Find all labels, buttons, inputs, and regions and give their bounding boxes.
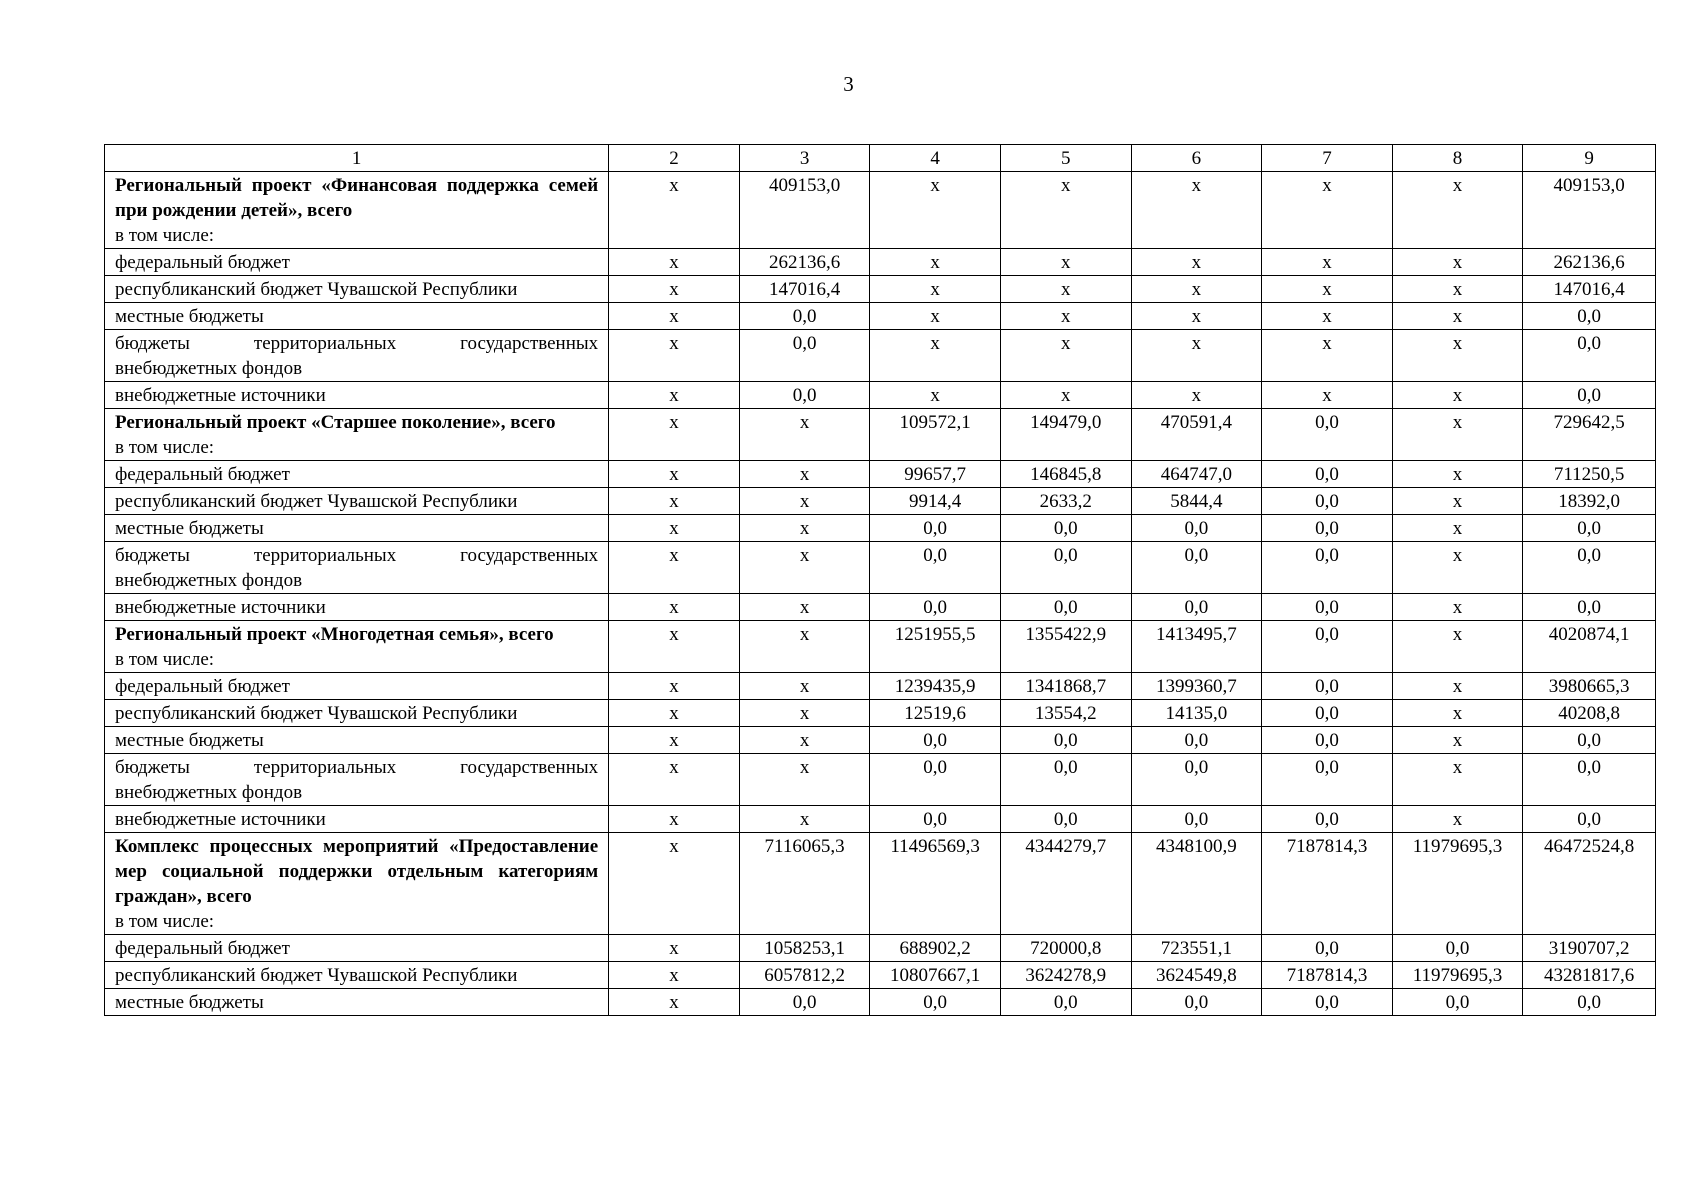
section-name-cell — [105, 172, 609, 249]
source-name-cell — [105, 330, 609, 382]
table-row — [105, 249, 1656, 276]
value-cell-col-9: 262136,6 — [1523, 249, 1656, 276]
source-label: республиканский бюджет Чувашской Республики — [115, 965, 518, 986]
value-cell-col-6: 5844,4 — [1131, 488, 1262, 515]
source-name-cell — [105, 754, 609, 806]
value-cell-col-5: 0,0 — [1000, 727, 1131, 754]
value-cell-col-4: 9914,4 — [870, 488, 1001, 515]
value-cell-col-5: x — [1000, 303, 1131, 330]
table-row — [105, 461, 1656, 488]
value-cell-col-2: x — [609, 249, 740, 276]
value-cell-col-8: x — [1392, 303, 1523, 330]
value-cell-col-8: x — [1392, 409, 1523, 461]
value-cell-col-5: 4344279,7 — [1000, 833, 1131, 935]
source-label: федеральный бюджет — [115, 938, 290, 959]
value-cell-col-2: x — [609, 276, 740, 303]
value-cell-col-7: 0,0 — [1262, 673, 1393, 700]
table-row — [105, 700, 1656, 727]
value-cell-col-5: x — [1000, 172, 1131, 249]
column-header-6: 6 — [1131, 145, 1262, 172]
value-cell-col-6: 4348100,9 — [1131, 833, 1262, 935]
value-cell-col-8: x — [1392, 673, 1523, 700]
source-name-cell — [105, 276, 609, 303]
value-cell-col-9: 3190707,2 — [1523, 935, 1656, 962]
value-cell-col-5: 0,0 — [1000, 594, 1131, 621]
table-row — [105, 989, 1656, 1016]
table-row — [105, 330, 1656, 382]
value-cell-col-9: 409153,0 — [1523, 172, 1656, 249]
source-label: бюджеты территориальных государственных внебюджетных фондов — [115, 757, 599, 803]
value-cell-col-5: x — [1000, 249, 1131, 276]
column-header-1: 1 — [105, 145, 609, 172]
source-name-cell — [105, 488, 609, 515]
source-name-cell — [105, 382, 609, 409]
source-label: республиканский бюджет Чувашской Республики — [115, 491, 518, 512]
value-cell-col-6: x — [1131, 172, 1262, 249]
value-cell-col-6: 0,0 — [1131, 515, 1262, 542]
value-cell-col-6: x — [1131, 330, 1262, 382]
value-cell-col-8: x — [1392, 330, 1523, 382]
section-name-cell — [105, 409, 609, 461]
value-cell-col-4: x — [870, 382, 1001, 409]
value-cell-col-4: x — [870, 276, 1001, 303]
value-cell-col-5: 0,0 — [1000, 515, 1131, 542]
value-cell-col-5: x — [1000, 330, 1131, 382]
column-header-3: 3 — [739, 145, 870, 172]
value-cell-col-5: 720000,8 — [1000, 935, 1131, 962]
value-cell-col-8: x — [1392, 172, 1523, 249]
value-cell-col-3: 7116065,3 — [739, 833, 870, 935]
value-cell-col-2: x — [609, 962, 740, 989]
table-body — [105, 172, 1656, 1016]
value-cell-col-4: 0,0 — [870, 727, 1001, 754]
value-cell-col-9: 3980665,3 — [1523, 673, 1656, 700]
value-cell-col-9: 46472524,8 — [1523, 833, 1656, 935]
table-row — [105, 727, 1656, 754]
source-name-cell — [105, 542, 609, 594]
value-cell-col-5: 0,0 — [1000, 754, 1131, 806]
table-row — [105, 962, 1656, 989]
table-row — [105, 382, 1656, 409]
value-cell-col-2: x — [609, 488, 740, 515]
section-subtitle: в том числе: — [115, 911, 215, 932]
value-cell-col-9: 0,0 — [1523, 806, 1656, 833]
source-label: республиканский бюджет Чувашской Республики — [115, 279, 518, 300]
section-title: Комплекс процессных мероприятий «Предоставление мер социальной поддержки отдельным категориям граждан», всего — [115, 836, 599, 907]
column-header-9: 9 — [1523, 145, 1656, 172]
source-label: местные бюджеты — [115, 518, 264, 539]
source-label: федеральный бюджет — [115, 464, 290, 485]
value-cell-col-8: 11979695,3 — [1392, 833, 1523, 935]
value-cell-col-2: x — [609, 542, 740, 594]
value-cell-col-9: 729642,5 — [1523, 409, 1656, 461]
value-cell-col-8: x — [1392, 382, 1523, 409]
value-cell-col-9: 43281817,6 — [1523, 962, 1656, 989]
value-cell-col-8: 0,0 — [1392, 989, 1523, 1016]
value-cell-col-9: 0,0 — [1523, 727, 1656, 754]
value-cell-col-7: 7187814,3 — [1262, 833, 1393, 935]
source-label: внебюджетные источники — [115, 597, 326, 618]
source-name-cell — [105, 249, 609, 276]
section-name-cell — [105, 621, 609, 673]
value-cell-col-7: 0,0 — [1262, 989, 1393, 1016]
value-cell-col-6: 1413495,7 — [1131, 621, 1262, 673]
value-cell-col-6: 0,0 — [1131, 806, 1262, 833]
value-cell-col-6: 723551,1 — [1131, 935, 1262, 962]
value-cell-col-7: 7187814,3 — [1262, 962, 1393, 989]
value-cell-col-6: x — [1131, 303, 1262, 330]
value-cell-col-6: 0,0 — [1131, 542, 1262, 594]
value-cell-col-3: x — [739, 542, 870, 594]
value-cell-col-2: x — [609, 303, 740, 330]
section-subtitle: в том числе: — [115, 225, 215, 246]
value-cell-col-6: 0,0 — [1131, 989, 1262, 1016]
value-cell-col-2: x — [609, 833, 740, 935]
value-cell-col-3: 409153,0 — [739, 172, 870, 249]
section-title: Региональный проект «Финансовая поддержка семей при рождении детей», всего — [115, 175, 599, 221]
value-cell-col-8: x — [1392, 461, 1523, 488]
table-row — [105, 515, 1656, 542]
table-row — [105, 594, 1656, 621]
value-cell-col-9: 0,0 — [1523, 382, 1656, 409]
value-cell-col-6: x — [1131, 276, 1262, 303]
value-cell-col-4: 11496569,3 — [870, 833, 1001, 935]
value-cell-col-4: 109572,1 — [870, 409, 1001, 461]
value-cell-col-9: 147016,4 — [1523, 276, 1656, 303]
table-row — [105, 754, 1656, 806]
value-cell-col-9: 0,0 — [1523, 330, 1656, 382]
value-cell-col-4: 0,0 — [870, 806, 1001, 833]
value-cell-col-7: 0,0 — [1262, 515, 1393, 542]
value-cell-col-8: x — [1392, 515, 1523, 542]
value-cell-col-2: x — [609, 594, 740, 621]
value-cell-col-7: x — [1262, 276, 1393, 303]
value-cell-col-3: 6057812,2 — [739, 962, 870, 989]
value-cell-col-6: 470591,4 — [1131, 409, 1262, 461]
value-cell-col-3: x — [739, 515, 870, 542]
value-cell-col-4: 0,0 — [870, 515, 1001, 542]
section-row — [105, 621, 1656, 673]
value-cell-col-7: 0,0 — [1262, 542, 1393, 594]
source-name-cell — [105, 673, 609, 700]
source-name-cell — [105, 515, 609, 542]
value-cell-col-3: x — [739, 621, 870, 673]
page-number: 3 — [843, 72, 854, 96]
source-name-cell — [105, 962, 609, 989]
value-cell-col-6: 0,0 — [1131, 594, 1262, 621]
value-cell-col-3: x — [739, 700, 870, 727]
value-cell-col-8: x — [1392, 754, 1523, 806]
value-cell-col-2: x — [609, 515, 740, 542]
value-cell-col-5: 2633,2 — [1000, 488, 1131, 515]
value-cell-col-4: x — [870, 303, 1001, 330]
budget-table — [104, 144, 1656, 1016]
value-cell-col-7: 0,0 — [1262, 621, 1393, 673]
value-cell-col-5: 149479,0 — [1000, 409, 1131, 461]
value-cell-col-2: x — [609, 806, 740, 833]
value-cell-col-2: x — [609, 409, 740, 461]
value-cell-col-4: 99657,7 — [870, 461, 1001, 488]
value-cell-col-9: 0,0 — [1523, 303, 1656, 330]
value-cell-col-7: x — [1262, 330, 1393, 382]
value-cell-col-4: 0,0 — [870, 989, 1001, 1016]
value-cell-col-3: 0,0 — [739, 989, 870, 1016]
source-label: местные бюджеты — [115, 730, 264, 751]
value-cell-col-7: 0,0 — [1262, 754, 1393, 806]
value-cell-col-9: 18392,0 — [1523, 488, 1656, 515]
value-cell-col-7: x — [1262, 172, 1393, 249]
value-cell-col-8: x — [1392, 542, 1523, 594]
value-cell-col-6: 0,0 — [1131, 727, 1262, 754]
value-cell-col-7: 0,0 — [1262, 461, 1393, 488]
value-cell-col-3: 0,0 — [739, 382, 870, 409]
value-cell-col-9: 0,0 — [1523, 989, 1656, 1016]
value-cell-col-4: 1239435,9 — [870, 673, 1001, 700]
value-cell-col-7: 0,0 — [1262, 935, 1393, 962]
source-label: местные бюджеты — [115, 992, 264, 1013]
value-cell-col-3: x — [739, 673, 870, 700]
value-cell-col-4: x — [870, 172, 1001, 249]
source-name-cell — [105, 806, 609, 833]
source-label: местные бюджеты — [115, 306, 264, 327]
value-cell-col-2: x — [609, 935, 740, 962]
table-header-row — [105, 145, 1656, 172]
value-cell-col-4: 0,0 — [870, 594, 1001, 621]
value-cell-col-3: x — [739, 727, 870, 754]
source-label: внебюджетные источники — [115, 809, 326, 830]
section-subtitle: в том числе: — [115, 437, 215, 458]
section-row — [105, 833, 1656, 935]
table-row — [105, 806, 1656, 833]
value-cell-col-7: 0,0 — [1262, 488, 1393, 515]
section-title: Региональный проект «Старшее поколение», всего — [115, 412, 556, 433]
value-cell-col-5: 1355422,9 — [1000, 621, 1131, 673]
value-cell-col-3: x — [739, 594, 870, 621]
column-header-4: 4 — [870, 145, 1001, 172]
value-cell-col-5: 3624278,9 — [1000, 962, 1131, 989]
value-cell-col-8: x — [1392, 806, 1523, 833]
value-cell-col-9: 711250,5 — [1523, 461, 1656, 488]
value-cell-col-5: 1341868,7 — [1000, 673, 1131, 700]
value-cell-col-7: x — [1262, 303, 1393, 330]
value-cell-col-5: 0,0 — [1000, 989, 1131, 1016]
section-subtitle: в том числе: — [115, 649, 215, 670]
section-row — [105, 409, 1656, 461]
value-cell-col-6: 0,0 — [1131, 754, 1262, 806]
value-cell-col-3: x — [739, 806, 870, 833]
source-label: федеральный бюджет — [115, 676, 290, 697]
value-cell-col-5: 0,0 — [1000, 806, 1131, 833]
value-cell-col-7: 0,0 — [1262, 806, 1393, 833]
value-cell-col-7: 0,0 — [1262, 409, 1393, 461]
value-cell-col-3: x — [739, 754, 870, 806]
source-label: внебюджетные источники — [115, 385, 326, 406]
value-cell-col-2: x — [609, 621, 740, 673]
value-cell-col-3: x — [739, 488, 870, 515]
source-label: федеральный бюджет — [115, 252, 290, 273]
table-row — [105, 935, 1656, 962]
value-cell-col-4: 0,0 — [870, 754, 1001, 806]
value-cell-col-4: 688902,2 — [870, 935, 1001, 962]
value-cell-col-4: x — [870, 249, 1001, 276]
value-cell-col-4: x — [870, 330, 1001, 382]
value-cell-col-7: 0,0 — [1262, 594, 1393, 621]
value-cell-col-7: x — [1262, 382, 1393, 409]
value-cell-col-8: x — [1392, 488, 1523, 515]
value-cell-col-2: x — [609, 461, 740, 488]
value-cell-col-8: x — [1392, 700, 1523, 727]
value-cell-col-4: 1251955,5 — [870, 621, 1001, 673]
column-header-8: 8 — [1392, 145, 1523, 172]
value-cell-col-8: 11979695,3 — [1392, 962, 1523, 989]
column-header-7: 7 — [1262, 145, 1393, 172]
value-cell-col-6: 464747,0 — [1131, 461, 1262, 488]
value-cell-col-8: x — [1392, 276, 1523, 303]
section-title: Региональный проект «Многодетная семья», всего — [115, 624, 554, 645]
value-cell-col-5: x — [1000, 276, 1131, 303]
value-cell-col-2: x — [609, 700, 740, 727]
column-header-2: 2 — [609, 145, 740, 172]
value-cell-col-3: x — [739, 409, 870, 461]
value-cell-col-6: x — [1131, 249, 1262, 276]
value-cell-col-6: 14135,0 — [1131, 700, 1262, 727]
source-label: республиканский бюджет Чувашской Республики — [115, 703, 518, 724]
value-cell-col-2: x — [609, 330, 740, 382]
value-cell-col-7: x — [1262, 249, 1393, 276]
value-cell-col-2: x — [609, 754, 740, 806]
value-cell-col-2: x — [609, 382, 740, 409]
value-cell-col-5: 13554,2 — [1000, 700, 1131, 727]
value-cell-col-8: x — [1392, 727, 1523, 754]
value-cell-col-7: 0,0 — [1262, 700, 1393, 727]
value-cell-col-8: x — [1392, 621, 1523, 673]
value-cell-col-8: 0,0 — [1392, 935, 1523, 962]
value-cell-col-3: 0,0 — [739, 303, 870, 330]
table-row — [105, 488, 1656, 515]
value-cell-col-8: x — [1392, 249, 1523, 276]
value-cell-col-4: 10807667,1 — [870, 962, 1001, 989]
value-cell-col-9: 40208,8 — [1523, 700, 1656, 727]
source-name-cell — [105, 303, 609, 330]
table-row — [105, 303, 1656, 330]
value-cell-col-9: 0,0 — [1523, 754, 1656, 806]
value-cell-col-2: x — [609, 727, 740, 754]
value-cell-col-5: x — [1000, 382, 1131, 409]
value-cell-col-8: x — [1392, 594, 1523, 621]
value-cell-col-9: 4020874,1 — [1523, 621, 1656, 673]
value-cell-col-6: x — [1131, 382, 1262, 409]
source-name-cell — [105, 989, 609, 1016]
column-header-5: 5 — [1000, 145, 1131, 172]
value-cell-col-6: 3624549,8 — [1131, 962, 1262, 989]
table-row — [105, 276, 1656, 303]
table-row — [105, 673, 1656, 700]
source-name-cell — [105, 727, 609, 754]
value-cell-col-9: 0,0 — [1523, 542, 1656, 594]
table-row — [105, 542, 1656, 594]
value-cell-col-5: 0,0 — [1000, 542, 1131, 594]
value-cell-col-3: 262136,6 — [739, 249, 870, 276]
value-cell-col-3: 1058253,1 — [739, 935, 870, 962]
value-cell-col-2: x — [609, 172, 740, 249]
section-name-cell — [105, 833, 609, 935]
value-cell-col-9: 0,0 — [1523, 594, 1656, 621]
value-cell-col-9: 0,0 — [1523, 515, 1656, 542]
source-name-cell — [105, 700, 609, 727]
source-name-cell — [105, 461, 609, 488]
source-label: бюджеты территориальных государственных внебюджетных фондов — [115, 545, 599, 591]
value-cell-col-5: 146845,8 — [1000, 461, 1131, 488]
value-cell-col-3: 147016,4 — [739, 276, 870, 303]
value-cell-col-6: 1399360,7 — [1131, 673, 1262, 700]
source-name-cell — [105, 935, 609, 962]
value-cell-col-2: x — [609, 673, 740, 700]
value-cell-col-3: x — [739, 461, 870, 488]
value-cell-col-4: 12519,6 — [870, 700, 1001, 727]
value-cell-col-7: 0,0 — [1262, 727, 1393, 754]
value-cell-col-4: 0,0 — [870, 542, 1001, 594]
value-cell-col-3: 0,0 — [739, 330, 870, 382]
source-label: бюджеты территориальных государственных внебюджетных фондов — [115, 333, 599, 379]
source-name-cell — [105, 594, 609, 621]
section-row — [105, 172, 1656, 249]
value-cell-col-2: x — [609, 989, 740, 1016]
